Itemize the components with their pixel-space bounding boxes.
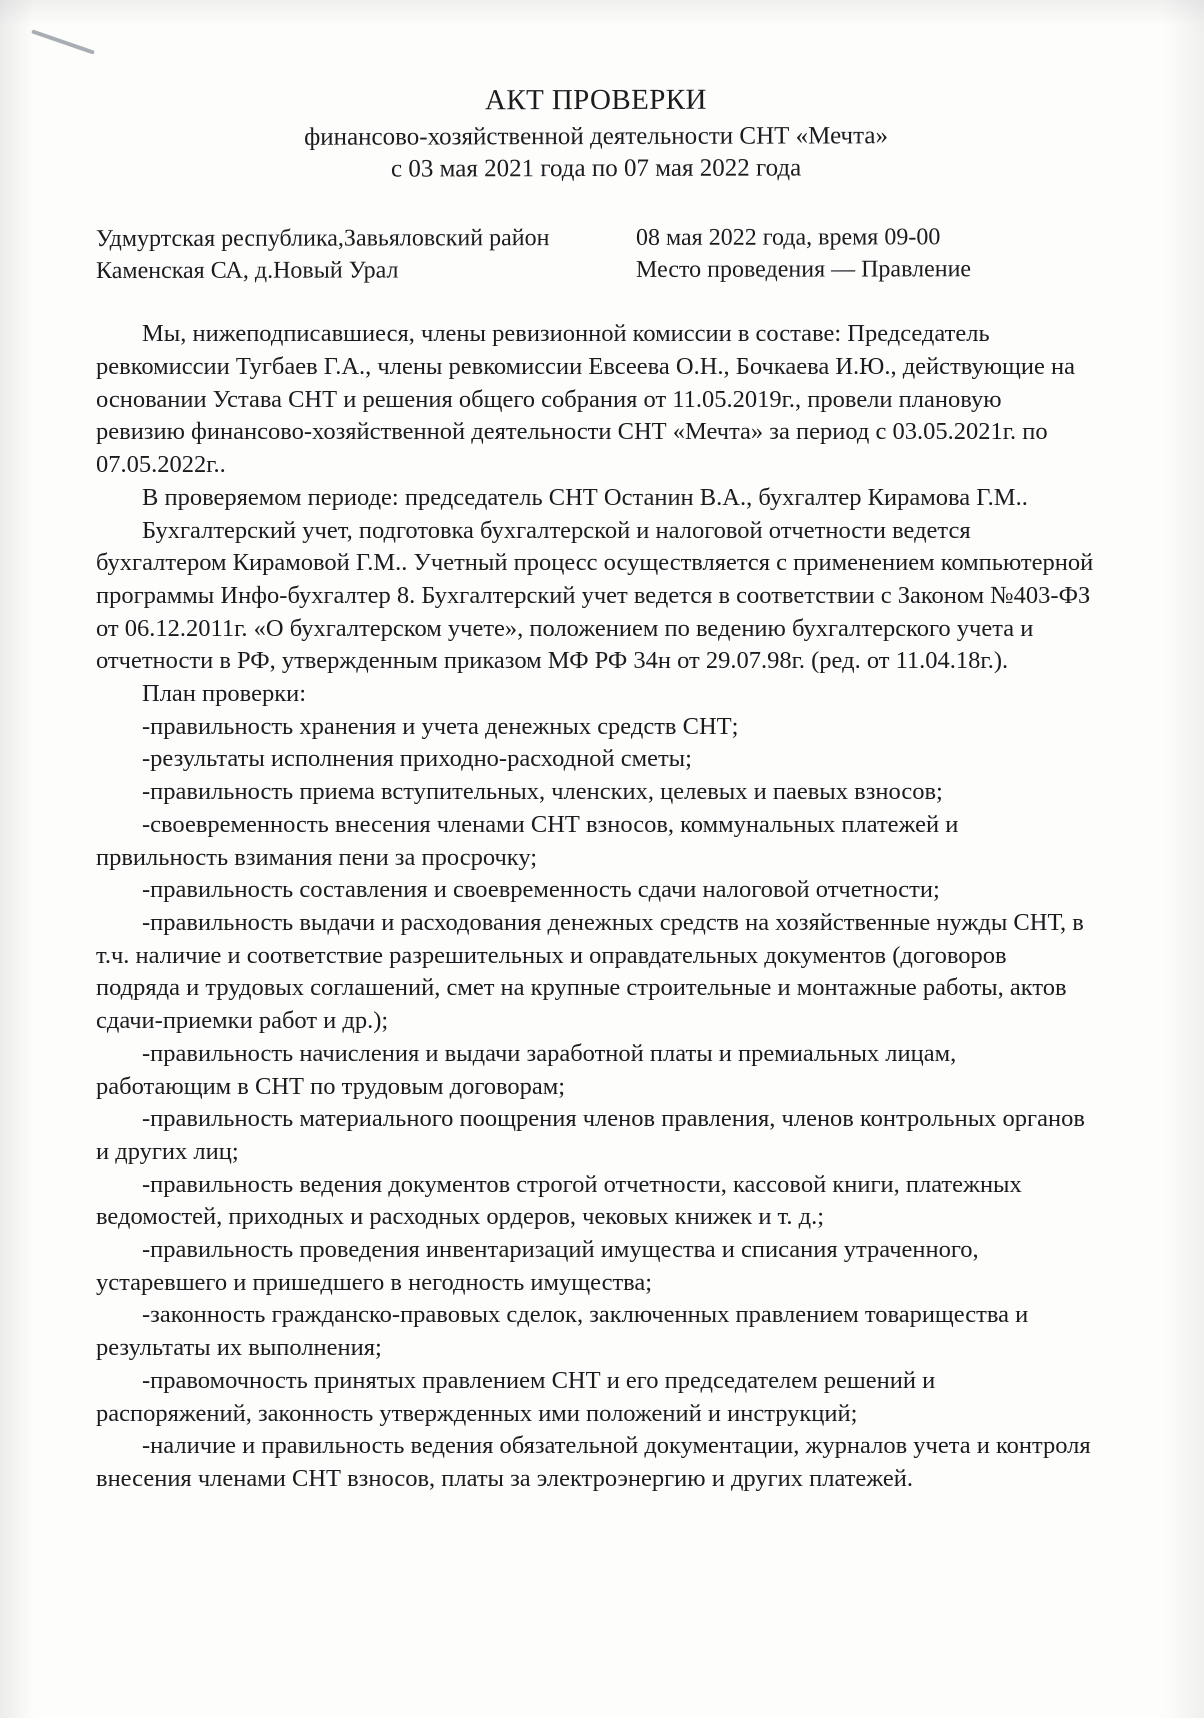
title-block <box>96 83 1096 185</box>
plan-item: -правильность ведения документов строгой отчетности, кассовой книги, платежных ведомостей, приходных и расходных ордеров, чековых книжек и т. д.; <box>96 1170 1022 1231</box>
document-subtitle: финансово-хозяйственной деятельности СНТ «Мечта» <box>304 122 888 151</box>
paragraph-plan-heading: План проверки: <box>142 680 307 708</box>
scan-edge-shadow-top <box>0 0 1204 26</box>
scan-edge-shadow-left <box>0 0 34 1718</box>
meta-location-line2: Каменская СА, д.Новый Урал <box>96 257 399 284</box>
meta-date-place <box>624 222 1096 286</box>
paragraph-period-officials: В проверяемом периоде: председатель СНТ Останин В.А., бухгалтер Кирамова Г.М.. <box>142 483 1028 511</box>
plan-item: -правомочность принятых правлением СНТ и его председателем решений и распоряжений, законность утвержденных ими положений и инструкций; <box>96 1366 936 1427</box>
plan-item: -правильность хранения и учета денежных средств СНТ; <box>142 712 739 740</box>
plan-item: -правильность проведения инвентаризаций имущества и списания утраченного, устаревшего и пришедшего в негодность имущества; <box>96 1236 979 1296</box>
plan-item: -правильность приема вступительных, членских, целевых и паевых взносов; <box>142 778 943 806</box>
page-title: АКТ ПРОВЕРКИ <box>484 83 707 117</box>
staple-mark-icon <box>31 29 95 54</box>
plan-item: -наличие и правильность ведения обязательной документации, журналов учета и контроля внесения членами СНТ взносов, платы за электроэнергию и других платежей. <box>96 1432 1091 1492</box>
meta-date-line: 08 мая 2022 года, время 09-00 <box>635 224 941 251</box>
meta-location <box>96 223 616 287</box>
plan-item: -законность гражданско-правовых сделок, заключенных правлением товарищества и результаты их выполнения; <box>96 1301 1029 1362</box>
plan-item: -правильность составления и своевременность сдачи налоговой отчетности; <box>142 876 940 904</box>
plan-item: -правильность материального поощрения членов правления, членов контрольных органов и других лиц; <box>96 1105 1085 1165</box>
plan-item: -правильность выдачи и расходования денежных средств на хозяйственные нужды СНТ, в т.ч. наличие и соответствие разрешительных и оправдательных документов (договоров подряда и трудовых соглашений, смет на крупные строительные и монтажные работы, актов сдачи-приемки работ и др.); <box>96 909 1084 1035</box>
document-meta <box>96 222 1096 287</box>
document-content <box>96 84 1096 1496</box>
plan-item: -своевременность внесения членами СНТ взносов, коммунальных платежей и првильность взимания пени за просрочку; <box>96 810 959 871</box>
paragraph-commission: Мы, нижеподписавшиеся, члены ревизионной комиссии в составе: Председатель ревкомиссии Тугбаев Г.А., члены ревкомиссии Евсеева О.Н., Бочкаева И.Ю., действующие на основании Устава СНТ и решения общего собрания от 11.05.2019г., провели плановую ревизию финансово-хозяйственной деятельности СНТ «Мечта» за период с 03.05.2021г. по 07.05.2022г.. <box>96 320 1075 479</box>
plan-item: -правильность начисления и выдачи заработной платы и премиальных лицам, работающим в СНТ по трудовым договорам; <box>96 1039 957 1100</box>
document-body <box>96 318 1096 1495</box>
paragraph-accounting: Бухгалтерский учет, подготовка бухгалтерской и налоговой отчетности ведется бухгалтером Кирамовой Г.М.. Учетный процесс осуществляется с применением компьютерной программы Инфо-бухгалтер 8. Бухгалтерский учет ведется в соответствии с Законом №403-ФЗ от 06.12.2011г. «О бухгалтерском учете», положением по ведению бухгалтерского учета и отчетности в РФ, утвержденным приказом МФ РФ 34н от 29.07.98г. (ред. от 11.04.18г.). <box>96 516 1094 675</box>
meta-place-line: Место проведения — Правление <box>636 255 972 283</box>
document-period: с 03 мая 2021 года по 07 мая 2022 года <box>390 154 802 183</box>
meta-location-line1: Удмуртская республика,Завьяловский район <box>95 225 550 253</box>
plan-item: -результаты исполнения приходно-расходной сметы; <box>142 745 692 773</box>
scan-edge-shadow-right <box>1164 0 1204 1718</box>
